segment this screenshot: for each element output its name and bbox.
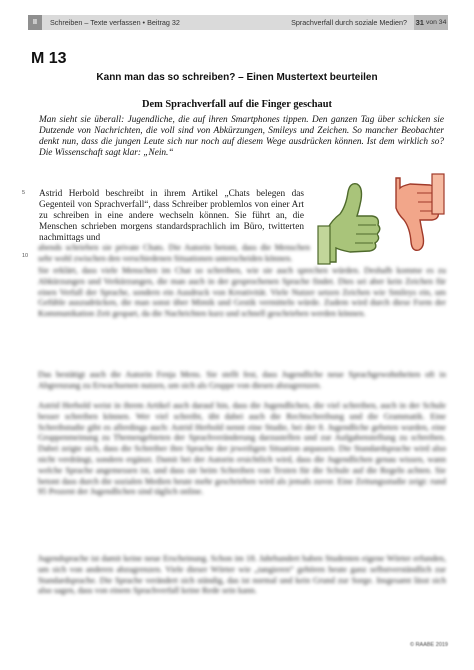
article-paragraph: Jugendsprache ist damit keine neue Erscheinung. Schon im 18. Jahrhundert haben Studenten eigene Wörter erfunden, um sich von anderen abzugrenzen. Viele dieser Wörter wie „tangieren“ gehören heute ganz selbstverständlich zur Standardsprache. Die Sprache verändert sich ständig, das ist normal und kein Grund zur Sorge. Insgesamt lässt sich also sagen, dass von einem Sprachverfall keine Rede sein kann. xyxy=(38,553,446,596)
header-topic: Sprachverfall durch soziale Medien? xyxy=(291,18,407,27)
section-number: II xyxy=(28,15,42,30)
article-paragraph: Das bestätigt auch die Autorin Fenja Mens. Sie stellt fest, dass Jugendliche neue Sprachgewohnheiten oft in Abgrenzung zu Erwachsenen nutzen, um sich als Gruppe von diesen abzugrenzen. xyxy=(38,369,446,390)
article-paragraph: Astrid Herbold beschreibt in ihrem Artikel „Chats belegen das Gegenteil von Sprachverfall“, dass Schreiber problemlos von einer Art zu schreiben in eine andere wechseln können. Sie führt an, die Menschen schrieben morgens standardsprachlich im Büro, twitterten nachmittags und xyxy=(39,189,304,243)
page-total: von 34 xyxy=(425,19,447,26)
article-paragraph: Sie erklärt, dass viele Menschen im Chat so schreiben, wie sie auch sprechen würden. Deshalb komme es zu Abkürzungen und Verkürzungen, die man auch in der gesprochenen Sprache findet. Dies sei aber kein Zeichen für einen Verfall der Sprache, sondern ein Ausdruck von Kreativität. Viele Nutzer setzen Zeichen wie Smileys ein, um Gefühle auszudrücken, die man sonst über Mimik und Gestik vermitteln würde. Zudem wird durch diese Form der Kommunikation Zeit gespart, da die Nachrichten kurz und schnell geschrieben werden können. xyxy=(38,265,446,319)
page-indicator xyxy=(414,15,448,30)
article-paragraph: Astrid Herbold weist in ihrem Artikel auch darauf hin, dass die Jugendlichen, die viel schreiben, auch in der Schule besser schreiben können. Wer viel schreibt, übt dabei auch die Rechtschreibung und die Grammatik. Eine Schreibstudie gibt es allerdings auch: Astrid Herbold nennt eine Studie, bei der 8. Jugendliche gebeten wurden, eine Gruppenmeinung zu Themengebieten der Sprachveränderung darzustellen und zur Aufgabenstellung zu schreiben. Dabei zeigte sich, dass die Schreiber ihre Sprache der jeweiligen Situation anpassen. Die Standardsprache wird also nicht verdrängt, sondern ergänzt. Damit bei der Autorin ersichtlich wird, dass die Jugendlichen genau wissen, wann welche Sprache angemessen ist, und dass sie beim Schreiben von Texten für die Schule auf die Regeln achten. Sie betont dass durch die sozialen Medien heute mehr geschrieben wird als jemals zuvor. Eine Zeitungsstudie zeigt: rund 95 Prozent der Jugendlichen sind täglich online. xyxy=(38,400,446,497)
article-paragraph: abends schrieben sie private Chats. Die Autorin betont, dass die Menschen sehr wohl zwischen den verschiedenen Situationen unterscheiden können. xyxy=(38,242,310,263)
footer-copyright: © RAABE 2019 xyxy=(410,642,448,648)
thumbs-down-icon xyxy=(396,174,444,250)
line-number: 5 xyxy=(22,190,26,196)
module-label: M 13 xyxy=(31,50,67,67)
line-number: 10 xyxy=(22,253,29,259)
page-current: 31 xyxy=(415,18,424,27)
thumbs-up-down-illustration xyxy=(310,170,450,270)
article-intro: Man sieht sie überall: Jugendliche, die auf ihren Smartphones tippen. Den ganzen Tag über schicken sie Dutzende von Nachrichten, die voll sind von Abkürzungen, Smileys und Zeichen. So mancher Beobachter denkt nun, dass die jungen Leute sich nur noch auf diesem Wege ausdrücken können. Ist dem wirklich so? Die Wissenschaft sagt klar: „Nein.“ xyxy=(39,115,444,158)
header-title: Schreiben – Texte verfassen • Beitrag 32 xyxy=(50,18,180,27)
article-title: Dem Sprachverfall auf die Finger geschaut xyxy=(142,99,332,110)
header-bar xyxy=(28,15,448,30)
task-subtitle: Kann man das so schreiben? – Einen Mustertext beurteilen xyxy=(96,72,378,83)
thumbs-up-icon xyxy=(318,184,380,264)
